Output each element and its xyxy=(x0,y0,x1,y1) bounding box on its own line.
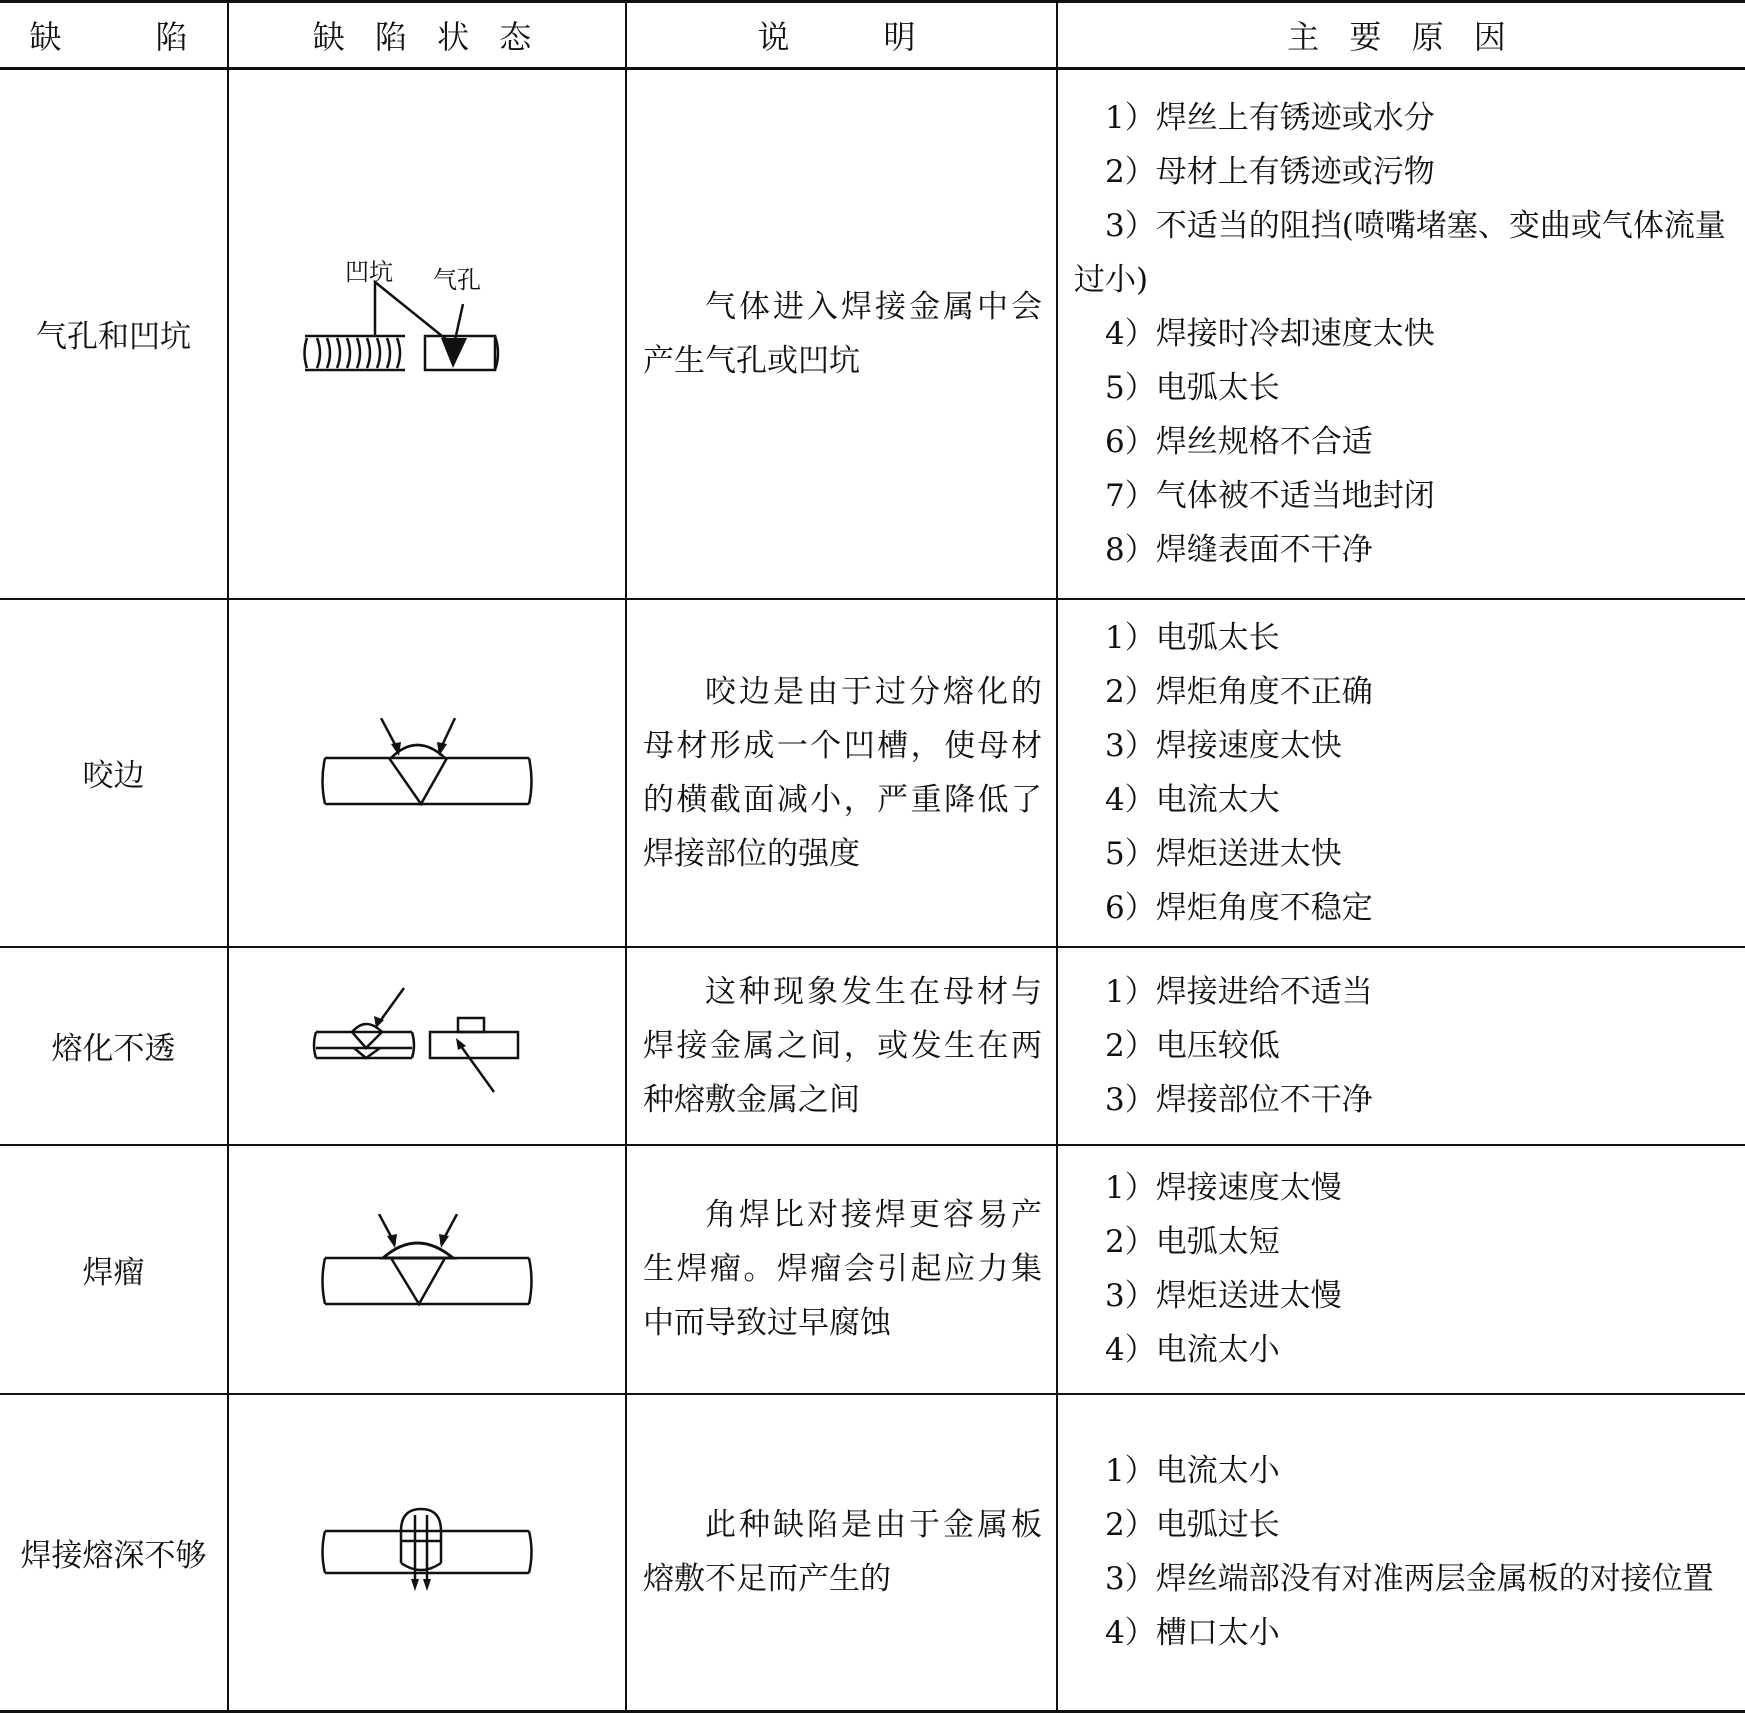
header-description: 说 明 xyxy=(626,2,1057,69)
cause-item: 3）焊接部位不干净 xyxy=(1105,1081,1373,1118)
defect-description xyxy=(626,599,1057,947)
cause-item: 2）母材上有锈迹或污物 xyxy=(1105,153,1435,190)
cause-item: 3）焊炬送进太慢 xyxy=(1105,1278,1342,1314)
table-row xyxy=(0,1394,1745,1712)
porosity-pit-diagram xyxy=(297,254,557,414)
cause-item: 8）焊缝表面不干净 xyxy=(1105,531,1373,568)
defect-name: 熔化不透 xyxy=(0,947,228,1145)
description-text: 此种缺陷是由于金属板熔敷不足而产生的 xyxy=(643,1507,1042,1598)
defect-figure xyxy=(228,69,626,599)
defect-description xyxy=(626,1145,1057,1394)
header-defect: 缺 陷 xyxy=(0,2,228,69)
cause-item: 2）电弧过长 xyxy=(1105,1507,1280,1544)
defect-figure xyxy=(228,599,626,947)
header-row xyxy=(0,2,1745,69)
table-row xyxy=(0,1145,1745,1394)
cause-item: 7）气体被不适当地封闭 xyxy=(1105,477,1435,514)
defect-figure xyxy=(228,947,626,1145)
defect-causes xyxy=(1057,599,1745,947)
defect-name: 气孔和凹坑 xyxy=(0,69,228,599)
defect-description xyxy=(626,947,1057,1145)
cause-item: 4）电流太小 xyxy=(1105,1332,1280,1368)
cause-item: 1）电流太小 xyxy=(1105,1453,1280,1490)
cause-item: 6）焊炬角度不稳定 xyxy=(1105,889,1373,926)
defect-description xyxy=(626,1394,1057,1712)
cause-item: 3）不适当的阻挡(喷嘴堵塞、变曲或气体流量过小) xyxy=(1074,207,1726,298)
description-text: 咬边是由于过分熔化的母材形成一个凹槽，使母材的横截面减小，严重降低了焊接部位的强度 xyxy=(643,673,1042,872)
description-text: 气体进入焊接金属中会产生气孔或凹坑 xyxy=(643,288,1042,379)
defect-figure xyxy=(228,1394,626,1712)
insufficient-penetration-diagram xyxy=(317,1507,537,1597)
cause-item: 1）焊接速度太慢 xyxy=(1105,1170,1342,1206)
lack-of-fusion-diagram xyxy=(312,986,542,1106)
header-defect-state: 缺 陷 状 态 xyxy=(228,2,626,69)
defect-description xyxy=(626,69,1057,599)
cause-item: 3）焊接速度太快 xyxy=(1105,727,1342,764)
cause-item: 4）电流太大 xyxy=(1105,781,1280,818)
undercut-diagram xyxy=(317,718,537,828)
cause-item: 1）电弧太长 xyxy=(1105,619,1280,656)
defect-causes xyxy=(1057,69,1745,599)
defect-causes xyxy=(1057,1394,1745,1712)
defect-figure xyxy=(228,1145,626,1394)
cause-item: 2）电弧太短 xyxy=(1105,1224,1280,1260)
cause-item: 4）焊接时冷却速度太快 xyxy=(1105,315,1435,352)
cause-item: 5）焊炬送进太快 xyxy=(1105,835,1342,872)
description-text: 角焊比对接焊更容易产生焊瘤。焊瘤会引起应力集中而导致过早腐蚀 xyxy=(643,1197,1042,1341)
cause-item: 1）焊接进给不适当 xyxy=(1105,973,1373,1010)
overlap-diagram xyxy=(317,1214,537,1324)
table-row xyxy=(0,599,1745,947)
cause-item: 3）焊丝端部没有对准两层金属板的对接位置 xyxy=(1105,1561,1714,1598)
table-row xyxy=(0,69,1745,599)
defect-causes xyxy=(1057,947,1745,1145)
cause-item: 2）焊炬角度不正确 xyxy=(1105,673,1373,710)
header-main-causes: 主 要 原 因 xyxy=(1057,2,1745,69)
defect-name: 焊接熔深不够 xyxy=(0,1394,228,1712)
cause-item: 4）槽口太小 xyxy=(1105,1615,1280,1652)
figure-label-porosity: 气孔 xyxy=(433,265,481,294)
cause-item: 6）焊丝规格不合适 xyxy=(1105,423,1373,460)
defect-causes xyxy=(1057,1145,1745,1394)
cause-item: 1）焊丝上有锈迹或水分 xyxy=(1105,99,1435,136)
defect-name: 焊瘤 xyxy=(0,1145,228,1394)
cause-item: 5）电弧太长 xyxy=(1105,369,1280,406)
cause-item: 2）电压较低 xyxy=(1105,1027,1280,1064)
defect-name: 咬边 xyxy=(0,599,228,947)
table-row xyxy=(0,947,1745,1145)
figure-label-pit: 凹坑 xyxy=(345,257,393,286)
description-text: 这种现象发生在母材与焊接金属之间，或发生在两种熔敷金属之间 xyxy=(643,973,1042,1118)
